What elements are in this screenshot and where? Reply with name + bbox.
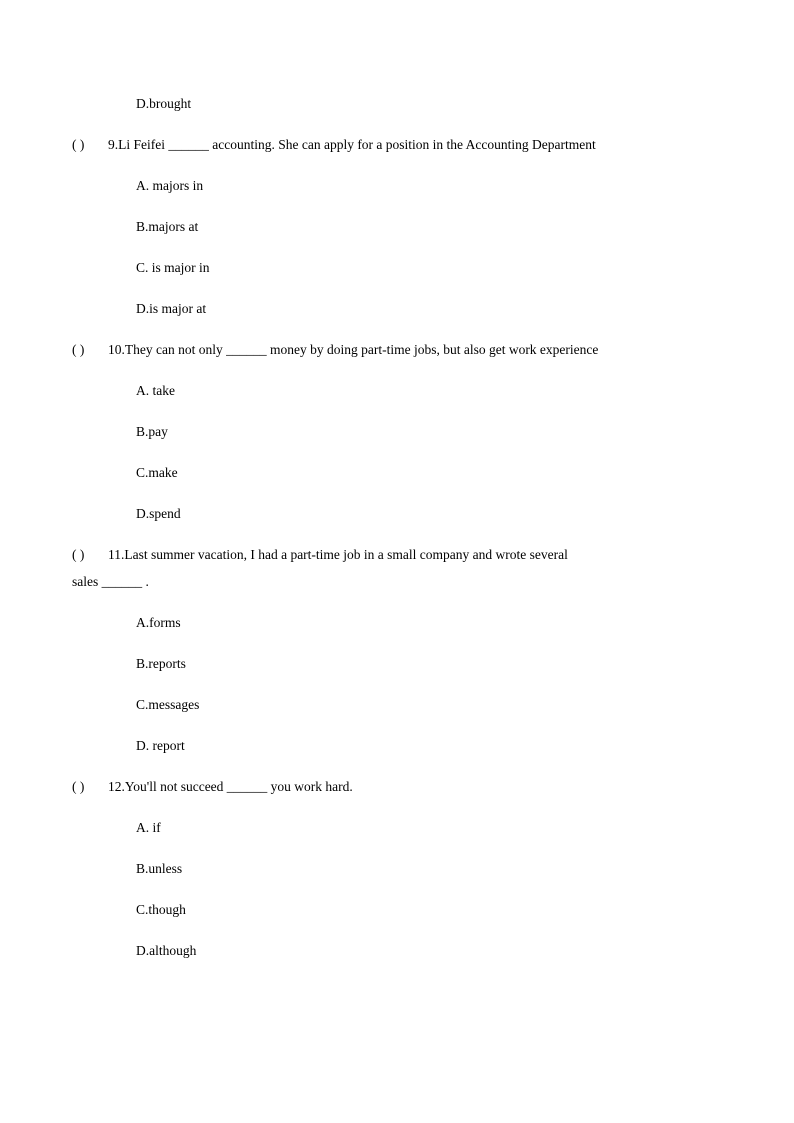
q11-option-c: C.messages [136, 697, 200, 712]
q9-option-d: D.is major at [136, 301, 207, 316]
q10-option-a: A. take [136, 383, 175, 398]
q11-option-b: B.reports [136, 656, 186, 671]
q12-option-d: D.although [136, 943, 197, 958]
answer-blank: ( ) [72, 137, 85, 152]
q9-option-c: C. is major in [136, 260, 210, 275]
q9-option-b: B.majors at [136, 219, 199, 234]
question-stem: 10.They can not only ______ money by doing part-time jobs, but also get work experience [108, 342, 599, 357]
q11-option-d: D. report [136, 738, 185, 753]
q10-option-d: D.spend [136, 506, 181, 521]
answer-blank: ( ) [72, 342, 85, 357]
question-10 [72, 341, 598, 359]
q12-option-a: A. if [136, 820, 161, 835]
answer-blank: ( ) [72, 779, 85, 794]
q12-option-b: B.unless [136, 861, 183, 876]
question-stem: 12.You'll not succeed ______ you work hard. [108, 779, 353, 794]
q12-option-c: C.though [136, 902, 186, 917]
q8-option-d: D.brought [136, 96, 192, 111]
question-stem: 11.Last summer vacation, I had a part-time job in a small company and wrote several [108, 547, 568, 562]
question-12 [72, 778, 353, 796]
answer-blank: ( ) [72, 547, 85, 562]
question-stem: 9.Li Feifei ______ accounting. She can apply for a position in the Accounting Department [108, 137, 596, 152]
question-11 [72, 546, 568, 564]
q10-option-c: C.make [136, 465, 178, 480]
question-11-continuation: sales ______ . [72, 574, 149, 589]
q11-option-a: A.forms [136, 615, 181, 630]
q9-option-a: A. majors in [136, 178, 204, 193]
question-9 [72, 136, 596, 154]
q10-option-b: B.pay [136, 424, 168, 439]
